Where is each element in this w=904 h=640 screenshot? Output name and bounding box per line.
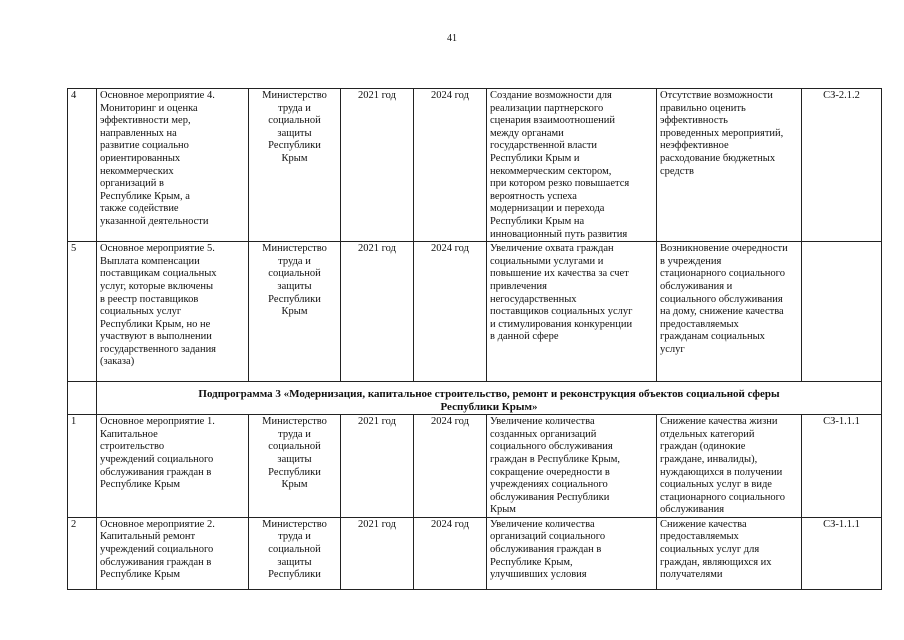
- table-row: [68, 517, 882, 589]
- expected-result: Увеличение количества организаций социального обслуживания граждан в Республике Крым, улучшивших условия: [487, 517, 657, 589]
- expected-result: Увеличение охвата граждан социальными услугами и повышение их качества за счет привлечения негосударственных поставщиков социальных услуг и стимулирования конкуренции в данной сфере: [487, 242, 657, 382]
- non-implementation-consequences: Отсутствие возможности правильно оценить эффективность проведенных мероприятий, неэффективное расходование бюджетных средств: [657, 89, 802, 242]
- indicator-code: СЗ-1.1.1: [802, 415, 882, 518]
- expected-result: Создание возможности для реализации партнерского сценария взаимоотношений между органами государственной власти Республики Крым и некоммерческим сектором, при котором резко повышается вероятность успеха модернизации и перехода Республики Крым на инновационный путь развития: [487, 89, 657, 242]
- non-implementation-consequences: Снижение качества предоставляемых социальных услуг для граждан, являющихся их получателями: [657, 517, 802, 589]
- row-number: 2: [68, 517, 97, 589]
- event-name: Основное мероприятие 5. Выплата компенсации поставщикам социальных услуг, которые включены в реестр поставщиков социальных услуг Республики Крым, но не участвуют в выполнении государственного задания (заказа): [97, 242, 249, 382]
- row-number: 4: [68, 89, 97, 242]
- row-number: 1: [68, 415, 97, 518]
- event-name: Основное мероприятие 2. Капитальный ремонт учреждений социального обслуживания граждан в Республике Крым: [97, 517, 249, 589]
- event-name: Основное мероприятие 4. Мониторинг и оценка эффективности мер, направленных на развитие социально ориентированных некоммерческих организаций в Республике Крым, а также содействие указанной деятельности: [97, 89, 249, 242]
- subprogram-header-row: [68, 382, 882, 415]
- row-number: [68, 382, 97, 415]
- row-number: 5: [68, 242, 97, 382]
- executor: Министерство труда и социальной защиты Республики Крым: [249, 89, 341, 242]
- executor: Министерство труда и социальной защиты Республики: [249, 517, 341, 589]
- indicator-code: СЗ-1.1.1: [802, 517, 882, 589]
- non-implementation-consequences: Снижение качества жизни отдельных категорий граждан (одинокие граждане, инвалиды), нуждающихся в получении социальных услуг в виде стационарного социального обслуживания: [657, 415, 802, 518]
- page-number: 41: [447, 33, 457, 44]
- expected-result: Увеличение количества созданных организаций социального обслуживания граждан в Республике Крым, сокращение очередности в учреждениях социального обслуживания Республики Крым: [487, 415, 657, 518]
- indicator-code: [802, 242, 882, 382]
- end-year: 2024 год: [414, 242, 487, 382]
- activities-table: [67, 88, 882, 590]
- executor: Министерство труда и социальной защиты Республики Крым: [249, 242, 341, 382]
- table-row: [68, 415, 882, 518]
- start-year: 2021 год: [341, 242, 414, 382]
- end-year: 2024 год: [414, 415, 487, 518]
- subprogram-title: Подпрограмма 3 «Модернизация, капитальное строительство, ремонт и реконструкция объектов социальной сферы Республики Крым»: [97, 382, 882, 415]
- table-row: [68, 89, 882, 242]
- end-year: 2024 год: [414, 89, 487, 242]
- table-row: [68, 242, 882, 382]
- end-year: 2024 год: [414, 517, 487, 589]
- event-name: Основное мероприятие 1. Капитальное строительство учреждений социального обслуживания граждан в Республике Крым: [97, 415, 249, 518]
- start-year: 2021 год: [341, 415, 414, 518]
- non-implementation-consequences: Возникновение очередности в учреждения стационарного социального обслуживания и социального обслуживания на дому, снижение качества предоставляемых гражданам социальных услуг: [657, 242, 802, 382]
- start-year: 2021 год: [341, 89, 414, 242]
- indicator-code: СЗ-2.1.2: [802, 89, 882, 242]
- executor: Министерство труда и социальной защиты Республики Крым: [249, 415, 341, 518]
- start-year: 2021 год: [341, 517, 414, 589]
